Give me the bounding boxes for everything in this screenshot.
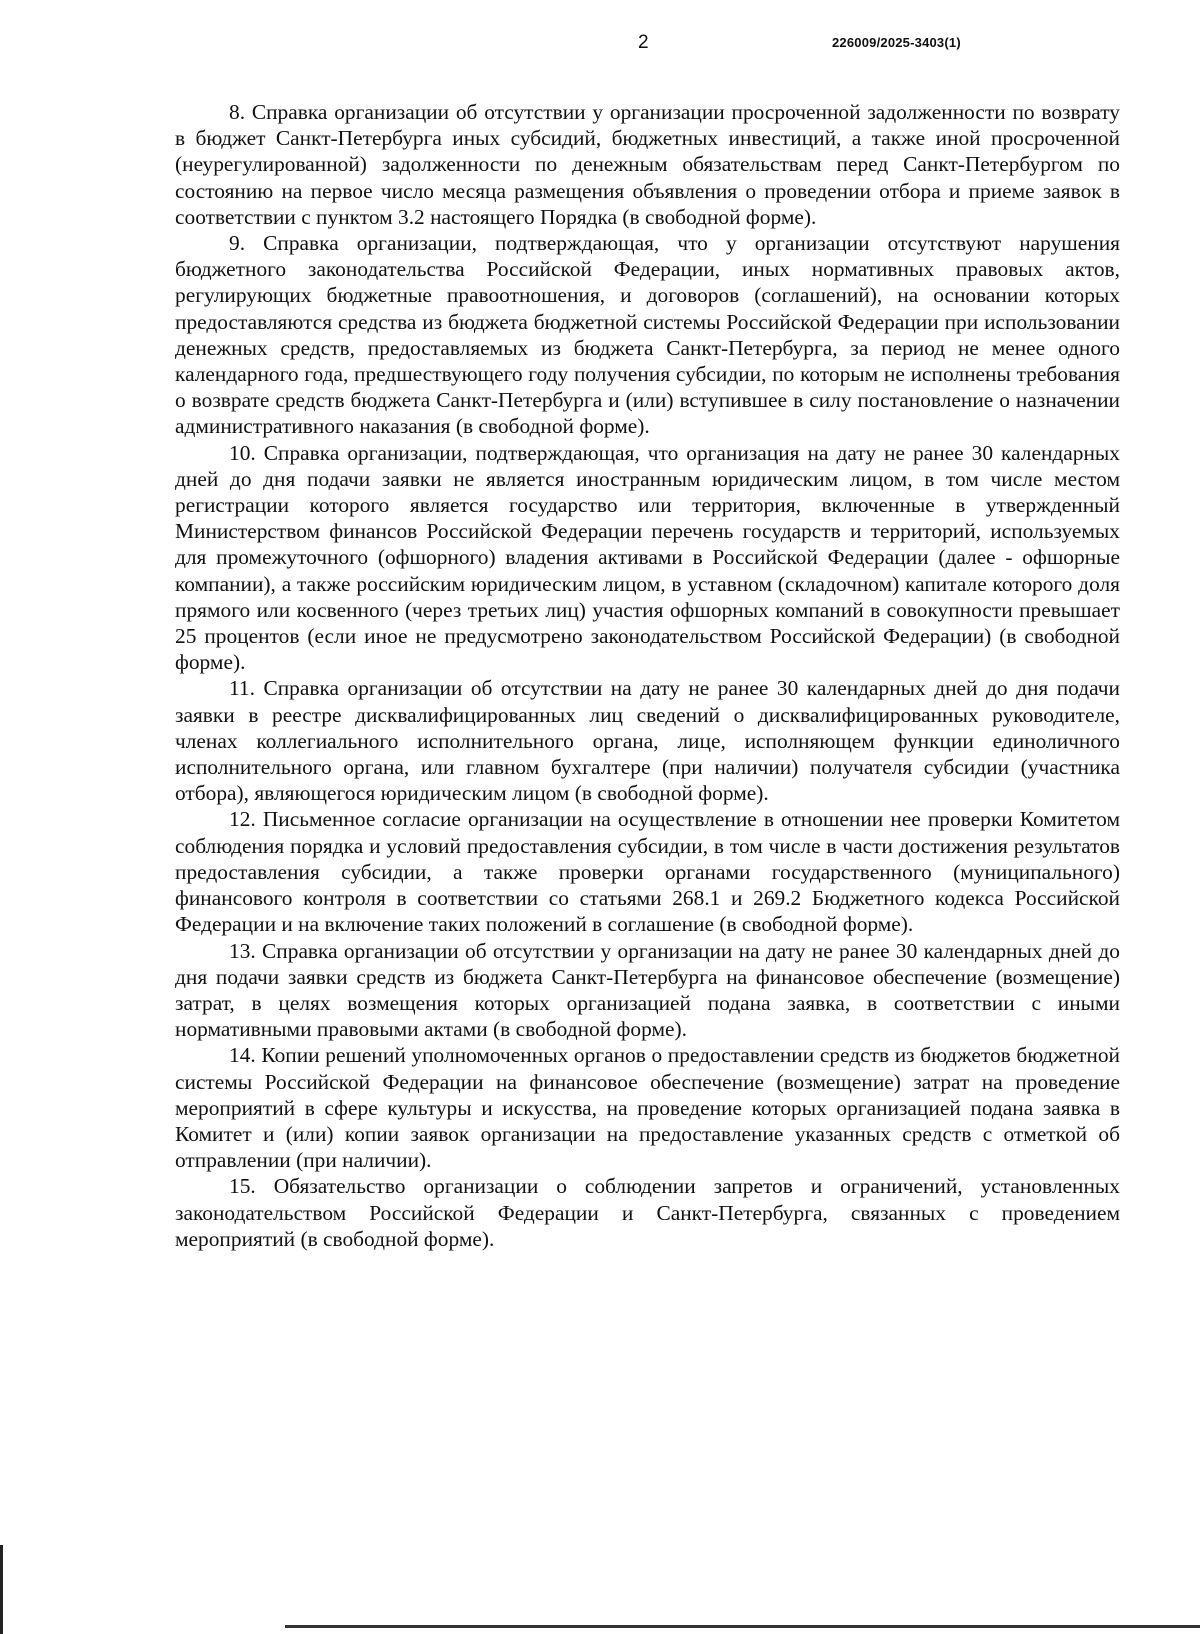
list-item-14: 14. Копии решений уполномоченных органов о предоставлении средств из бюджетов бюджетной системы Российской Федерации на финансовое обеспечение (возмещение) затрат на проведение мероприятий в сфере культуры и искусства, на проведение которых организацией подана заявка в Комитет и (или) копии заявок организации на предоставление указанных средств с отметкой об отправлении (при наличии). [175, 1043, 1120, 1173]
list-item-9: 9. Справка организации, подтверждающая, что у организации отсутствуют нарушения бюджетного законодательства Российской Федерации, иных нормативных правовых актов, регулирующих бюджетные правоотношения, и договоров (соглашений), на основании которых предоставляются средства из бюджета бюджетной системы Российской Федерации при использовании денежных средств, предоставляемых из бюджета Санкт-Петербурга, за период не менее одного календарного года, предшествующего году получения субсидии, по которым не исполнены требования о возврате средств бюджета Санкт-Петербурга и (или) вступившее в силу постановление о назначении административного наказания (в свободной форме). [175, 231, 1120, 439]
list-item-8: 8. Справка организации об отсутствии у организации просроченной задолженности по возврату в бюджет Санкт-Петербурга иных субсидий, бюджетных инвестиций, а также иной просроченной (неурегулированной) задолженности по денежным обязательствам перед Санкт-Петербургом по состоянию на первое число месяца размещения объявления о проведении отбора и приеме заявок в соответствии с пунктом 3.2 настоящего Порядка (в свободной форме). [175, 100, 1120, 229]
list-item-11: 11. Справка организации об отсутствии на дату не ранее 30 календарных дней до дня подачи заявки в реестре дисквалифицированных лиц сведений о дисквалифицированных руководителе, членах коллегиального исполнительного органа, лице, исполняющем функции единоличного исполнительного органа, или главном бухгалтере (при наличии) получателя субсидии (участника отбора), являющегося юридическим лицом (в свободной форме). [175, 676, 1120, 806]
list-item-13: 13. Справка организации об отсутствии у организации на дату не ранее 30 календарных дней до дня подачи заявки средств из бюджета Санкт-Петербурга на финансовое обеспечение (возмещение) затрат, в целях возмещения которых организацией подана заявка, в соответствии с иными нормативными правовыми актами (в свободной форме). [175, 938, 1120, 1042]
scan-edge-left [0, 1545, 3, 1634]
page-header [0, 30, 1200, 60]
page-number: 2 [638, 32, 649, 53]
document-body [175, 99, 1120, 1252]
scan-edge-bottom [285, 1625, 1200, 1628]
list-item-10: 10. Справка организации, подтверждающая, что организация на дату не ранее 30 календарных дней до дня подачи заявки не является иностранным юридическим лицом, в том числе местом регистрации которого является государство или территория, включенные в утвержденный Министерством финансов Российской Федерации перечень государств и территорий, используемых для промежуточного (офшорного) владения активами в Российской Федерации (далее - офшорные компании), а также российским юридическим лицом, в уставном (складочном) капитале которого доля прямого или косвенного (через третьих лиц) участия офшорных компаний в совокупности превышает 25 процентов (если иное не предусмотрено законодательством Российской Федерации) (в свободной форме). [175, 440, 1120, 675]
list-item-15: 15. Обязательство организации о соблюдении запретов и ограничений, установленных законодательством Российской Федерации и Санкт-Петербурга, связанных с проведением мероприятий (в свободной форме). [175, 1174, 1120, 1251]
document-registration-number: 226009/2025-3403(1) [832, 35, 961, 50]
list-item-12: 12. Письменное согласие организации на осуществление в отношении нее проверки Комитетом соблюдения порядка и условий предоставления субсидии, в том числе в части достижения результатов предоставления субсидии, а также проверки органами государственного (муниципального) финансового контроля в соответствии со статьями 268.1 и 269.2 Бюджетного кодекса Российской Федерации и на включение таких положений в соглашение (в свободной форме). [175, 807, 1120, 937]
